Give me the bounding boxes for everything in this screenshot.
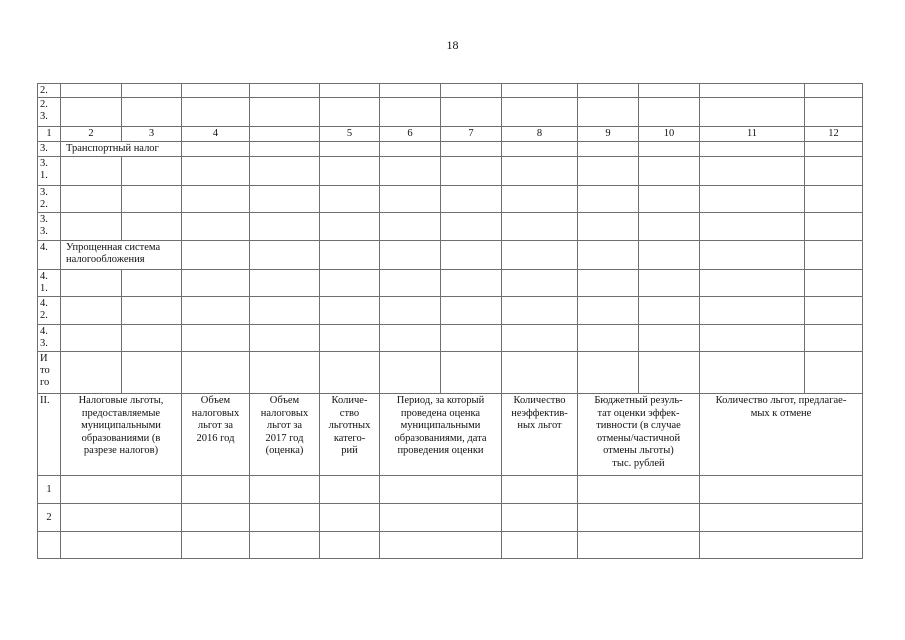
table-cell: [121, 351, 182, 394]
table-cell: [319, 212, 380, 241]
table-cell: [379, 296, 441, 325]
table-cell: [577, 212, 639, 241]
column-number: 6: [379, 126, 441, 142]
row-label: 1: [37, 126, 61, 142]
table-cell: [440, 97, 502, 127]
column-number: 2: [60, 126, 122, 142]
column-header: Бюджетный резуль- тат оценки эффек- тивности (в случае отмены/частичной отмены льготы) тыс. рублей: [577, 393, 700, 476]
table-cell: [501, 185, 578, 213]
table-cell: [638, 269, 700, 297]
column-header: Период, за который проведена оценка муниципальными образованиями, дата проведения оценки: [379, 393, 502, 476]
tax-section-title: Упрощенная система налогообложения: [60, 240, 182, 270]
table-cell: [379, 212, 441, 241]
table-cell: [181, 296, 250, 325]
table-cell: [440, 141, 502, 157]
table-cell: [181, 141, 250, 157]
table-cell: [60, 185, 122, 213]
table-cell: [181, 97, 250, 127]
table-cell: [379, 156, 441, 186]
table-cell: [379, 269, 441, 297]
table-cell: [501, 475, 578, 504]
column-header: Объем налоговых льгот за 2017 год (оценка): [249, 393, 320, 476]
table-cell: [249, 269, 320, 297]
table-cell: [638, 141, 700, 157]
table-cell: [249, 503, 320, 532]
row-label: 1: [37, 475, 61, 504]
row-label: 2.: [37, 83, 61, 98]
table-cell: [440, 351, 502, 394]
table-cell: [699, 269, 805, 297]
table-cell: [699, 83, 805, 98]
table-cell: [638, 185, 700, 213]
table-cell: [577, 240, 639, 270]
table-cell: [804, 240, 863, 270]
table-cell: [121, 156, 182, 186]
table-cell: [181, 324, 250, 352]
row-label: 4.: [37, 240, 61, 270]
table-cell: [699, 97, 805, 127]
table-cell: [249, 240, 320, 270]
column-number: 7: [440, 126, 502, 142]
table-cell: [249, 324, 320, 352]
table-cell: [121, 269, 182, 297]
table-cell: [638, 324, 700, 352]
table-cell: [577, 531, 700, 559]
table-cell: [638, 97, 700, 127]
table-cell: [638, 83, 700, 98]
table-cell: [501, 240, 578, 270]
column-header: Объем налоговых льгот за 2016 год: [181, 393, 250, 476]
table-cell: [249, 156, 320, 186]
table-cell: [501, 212, 578, 241]
table-cell: [121, 83, 182, 98]
row-label: 2. 3.: [37, 97, 61, 127]
table-cell: [501, 503, 578, 532]
column-number: 3: [121, 126, 182, 142]
table-cell: [577, 156, 639, 186]
table-cell: [379, 531, 502, 559]
column-header: Количество неэффектив- ных льгот: [501, 393, 578, 476]
table-cell: [379, 351, 441, 394]
table-cell: [60, 269, 122, 297]
table-cell: [379, 185, 441, 213]
table-cell: [319, 97, 380, 127]
table-cell: [638, 351, 700, 394]
table-cell: [379, 83, 441, 98]
table-cell: [699, 296, 805, 325]
table-cell: [181, 475, 250, 504]
table-cell: [638, 240, 700, 270]
table-cell: [121, 212, 182, 241]
column-number: 5: [319, 126, 380, 142]
table-cell: [577, 97, 639, 127]
table-cell: [638, 212, 700, 241]
table-cell: [60, 296, 122, 325]
table-cell: [804, 212, 863, 241]
table-cell: [60, 97, 122, 127]
table-cell: [699, 212, 805, 241]
section-label: II.: [37, 393, 61, 476]
table-cell: [319, 296, 380, 325]
table-cell: [638, 296, 700, 325]
table-cell: [440, 83, 502, 98]
column-number: 10: [638, 126, 700, 142]
column-header: Налоговые льготы, предоставляемые муниципальными образованиями (в разрезе налогов): [60, 393, 182, 476]
table-cell: [249, 475, 320, 504]
table-cell: [699, 141, 805, 157]
column-header: Количе- ство льготных катего- рий: [319, 393, 380, 476]
table-cell: [249, 212, 320, 241]
table-cell: [577, 83, 639, 98]
table-cell: [577, 269, 639, 297]
table-cell: [440, 212, 502, 241]
table-cell: [121, 185, 182, 213]
row-label: И то го: [37, 351, 61, 394]
row-label: [37, 531, 61, 559]
table-cell: [181, 531, 250, 559]
table-cell: [319, 531, 380, 559]
table-cell: [249, 97, 320, 127]
table-cell: [181, 269, 250, 297]
table-cell: [440, 240, 502, 270]
table-cell: [699, 185, 805, 213]
table-cell: [181, 156, 250, 186]
table-cell: [181, 503, 250, 532]
table-cell: [440, 296, 502, 325]
table-cell: [577, 475, 700, 504]
table-cell: [501, 351, 578, 394]
table-cell: [577, 351, 639, 394]
table-cell: [121, 324, 182, 352]
table-cell: [440, 324, 502, 352]
column-number: 4: [181, 126, 250, 142]
table-cell: [440, 156, 502, 186]
table-cell: [577, 503, 700, 532]
row-label: 4. 2.: [37, 296, 61, 325]
table-cell: [804, 156, 863, 186]
table-cell: [501, 296, 578, 325]
table-cell: [60, 531, 182, 559]
table-cell: [121, 296, 182, 325]
table-cell: [804, 141, 863, 157]
table-cell: [379, 240, 441, 270]
table-cell: [60, 324, 122, 352]
column-number: 12: [804, 126, 863, 142]
table-cell: [319, 351, 380, 394]
table-cell: [501, 324, 578, 352]
table-cell: [804, 269, 863, 297]
table-cell: [319, 185, 380, 213]
table-cell: [319, 141, 380, 157]
table-cell: [577, 141, 639, 157]
table-cell: [699, 324, 805, 352]
table-cell: [804, 324, 863, 352]
table-cell: [699, 503, 863, 532]
table-cell: [60, 212, 122, 241]
table-cell: [181, 83, 250, 98]
table-cell: [577, 324, 639, 352]
table-cell: [699, 351, 805, 394]
table-cell: [699, 475, 863, 504]
table-cell: [699, 156, 805, 186]
table-cell: [60, 503, 182, 532]
table-cell: [577, 185, 639, 213]
table-cell: [249, 83, 320, 98]
table-cell: [804, 296, 863, 325]
column-number: 11: [699, 126, 805, 142]
table-cell: [501, 269, 578, 297]
table-cell: [319, 83, 380, 98]
table-cell: [249, 296, 320, 325]
table-cell: [379, 141, 441, 157]
table-cell: [379, 97, 441, 127]
table-cell: [60, 475, 182, 504]
column-number: [249, 126, 320, 142]
row-label: 2: [37, 503, 61, 532]
page-number: 18: [446, 38, 459, 52]
table-cell: [440, 185, 502, 213]
table-cell: [804, 185, 863, 213]
table-cell: [319, 156, 380, 186]
table-cell: [249, 531, 320, 559]
row-label: 3.: [37, 141, 61, 157]
table-cell: [501, 97, 578, 127]
table-cell: [181, 240, 250, 270]
table-cell: [501, 141, 578, 157]
table-cell: [379, 475, 502, 504]
table-cell: [804, 83, 863, 98]
table-cell: [501, 83, 578, 98]
column-header: Количество льгот, предлагае- мых к отмене: [699, 393, 863, 476]
table-cell: [319, 503, 380, 532]
table-cell: [440, 269, 502, 297]
table-cell: [181, 185, 250, 213]
table-cell: [577, 296, 639, 325]
row-label: 3. 1.: [37, 156, 61, 186]
table-cell: [501, 531, 578, 559]
column-number: 9: [577, 126, 639, 142]
table-cell: [60, 156, 122, 186]
table-cell: [249, 351, 320, 394]
table-cell: [379, 324, 441, 352]
table-cell: [638, 156, 700, 186]
table-cell: [699, 240, 805, 270]
table-cell: [319, 269, 380, 297]
table-cell: [804, 97, 863, 127]
table-cell: [181, 351, 250, 394]
row-label: 4. 3.: [37, 324, 61, 352]
column-number: 8: [501, 126, 578, 142]
table-cell: [501, 156, 578, 186]
table-cell: [319, 475, 380, 504]
table-cell: [804, 351, 863, 394]
table-cell: [249, 141, 320, 157]
table-cell: [249, 185, 320, 213]
table-cell: [379, 503, 502, 532]
table-cell: [699, 531, 863, 559]
table-cell: [319, 240, 380, 270]
tax-section-title: Транспортный налог: [60, 141, 182, 157]
table-cell: [319, 324, 380, 352]
row-label: 3. 3.: [37, 212, 61, 241]
table-cell: [60, 83, 122, 98]
row-label: 3. 2.: [37, 185, 61, 213]
table-cell: [121, 97, 182, 127]
table-cell: [60, 351, 122, 394]
table-cell: [181, 212, 250, 241]
row-label: 4. 1.: [37, 269, 61, 297]
